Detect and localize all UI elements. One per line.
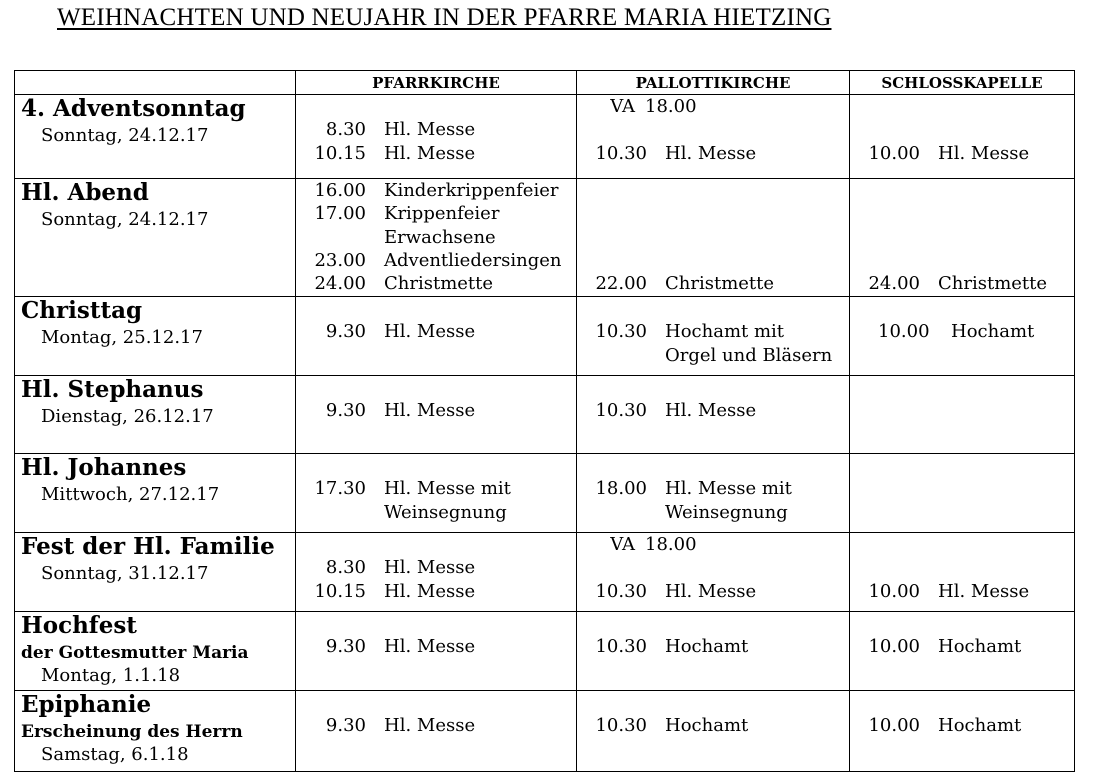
day-cell — [15, 533, 296, 612]
service-label: Hl. Messe — [384, 321, 476, 342]
service-time: 10.00 — [878, 321, 930, 342]
day-date: Sonntag, 31.12.17 — [41, 563, 209, 584]
service-time: 16.00 — [314, 180, 366, 201]
service-time: 9.30 — [325, 636, 366, 657]
service-time: 10.30 — [595, 581, 647, 602]
service-label: Orgel und Bläsern — [665, 345, 833, 366]
service-time: 10.00 — [868, 581, 920, 602]
service-label: Hl. Messe mit — [665, 478, 792, 499]
schloss-cell — [850, 691, 1075, 772]
service-time: 17.00 — [314, 203, 366, 224]
service-label: Hl. Messe — [384, 143, 476, 164]
day-cell — [15, 376, 296, 454]
service-entry — [585, 399, 845, 423]
day-cell — [15, 95, 296, 179]
service-time: 10.30 — [595, 715, 647, 736]
pfarr-cell — [296, 533, 577, 612]
schloss-cell — [850, 95, 1075, 179]
service-label: Hl. Messe — [665, 143, 757, 164]
service-label: Hl. Messe — [384, 581, 476, 602]
day-date: Montag, 1.1.18 — [41, 665, 181, 686]
schedule-row — [15, 179, 1075, 297]
day-name: Hl. Johannes — [21, 454, 187, 481]
header-row — [15, 71, 1075, 95]
day-cell — [15, 179, 296, 297]
service-label: Weinsegnung — [665, 502, 788, 523]
service-label: Hochamt — [938, 715, 1022, 736]
service-time: VA — [610, 96, 635, 117]
schedule-table — [14, 70, 1075, 772]
pallotti-cell — [577, 533, 850, 612]
service-entry — [304, 118, 564, 142]
service-entry — [304, 272, 564, 296]
service-time: 23.00 — [314, 250, 366, 271]
day-name: Hl. Stephanus — [21, 376, 204, 403]
service-time: 10.15 — [314, 143, 366, 164]
day-date: Samstag, 6.1.18 — [41, 744, 189, 765]
day-cell — [15, 691, 296, 772]
pfarr-cell — [296, 95, 577, 179]
service-label: Christmette — [665, 273, 775, 294]
service-label: 18.00 — [645, 534, 697, 555]
service-label: Hochamt — [665, 715, 749, 736]
service-time: 10.00 — [868, 143, 920, 164]
service-label: 18.00 — [645, 96, 697, 117]
service-entry — [858, 635, 1093, 659]
service-label: Hochamt — [951, 321, 1035, 342]
schedule-row — [15, 533, 1075, 612]
service-entry — [304, 320, 564, 344]
day-cell — [15, 612, 296, 691]
pfarr-cell — [296, 376, 577, 454]
service-label: Hochamt — [938, 636, 1022, 657]
day-name: Hochfest — [21, 612, 137, 639]
day-name: 4. Adventsonntag — [21, 95, 246, 122]
pfarr-cell — [296, 297, 577, 376]
service-time: 10.00 — [868, 715, 920, 736]
service-time: 10.00 — [868, 636, 920, 657]
schedule-row — [15, 691, 1075, 772]
schloss-cell — [850, 612, 1075, 691]
service-time: 10.15 — [314, 581, 366, 602]
service-entry — [585, 714, 845, 738]
schedule-row — [15, 297, 1075, 376]
service-label: Hl. Messe — [384, 636, 476, 657]
service-time: 17.30 — [314, 478, 366, 499]
schloss-cell — [850, 376, 1075, 454]
service-entry — [858, 320, 1093, 344]
service-entry — [585, 533, 845, 557]
service-time: 10.30 — [595, 636, 647, 657]
schedule-row — [15, 612, 1075, 691]
service-time: 9.30 — [325, 715, 366, 736]
service-entry — [304, 179, 564, 203]
service-time: 9.30 — [325, 400, 366, 421]
pfarr-cell — [296, 612, 577, 691]
service-entry — [858, 142, 1093, 166]
header-pfarrkirche: PFARRKIRCHE — [296, 71, 577, 95]
service-label: Hl. Messe — [384, 400, 476, 421]
service-label: Hochamt mit — [665, 321, 785, 342]
service-time: 24.00 — [868, 273, 920, 294]
pallotti-cell — [577, 612, 850, 691]
service-entry — [858, 272, 1093, 296]
service-entry — [304, 501, 564, 525]
day-date: Dienstag, 26.12.17 — [41, 406, 214, 427]
schedule-row — [15, 454, 1075, 533]
day-subtitle: der Gottesmutter Maria — [21, 643, 249, 663]
day-date: Sonntag, 24.12.17 — [41, 209, 209, 230]
service-label: Hl. Messe — [665, 581, 757, 602]
service-label: Erwachsene — [384, 227, 496, 248]
day-name: Hl. Abend — [21, 179, 149, 206]
service-label: Hl. Messe — [384, 557, 476, 578]
service-label: Weinsegnung — [384, 502, 507, 523]
pfarr-cell — [296, 179, 577, 297]
pfarr-cell — [296, 454, 577, 533]
day-cell — [15, 297, 296, 376]
service-entry — [585, 580, 845, 604]
header-schlosskapelle: SCHLOSSKAPELLE — [850, 71, 1075, 95]
service-entry — [585, 95, 845, 119]
service-label: Hl. Messe mit — [384, 478, 511, 499]
pallotti-cell — [577, 95, 850, 179]
service-entry — [858, 714, 1093, 738]
schloss-cell — [850, 533, 1075, 612]
header-empty — [15, 71, 296, 95]
service-entry — [585, 272, 845, 296]
service-entry — [585, 320, 845, 344]
day-name: Christtag — [21, 297, 143, 324]
page-title: WEIHNACHTEN UND NEUJAHR IN DER PFARRE MARIA HIETZING — [57, 4, 832, 31]
service-label: Hl. Messe — [384, 119, 476, 140]
service-entry — [585, 477, 845, 501]
service-label: Krippenfeier — [384, 203, 500, 224]
day-date: Montag, 25.12.17 — [41, 327, 203, 348]
service-label: Hl. Messe — [938, 143, 1030, 164]
service-time: 10.30 — [595, 400, 647, 421]
pallotti-cell — [577, 454, 850, 533]
service-time: 22.00 — [595, 273, 647, 294]
schloss-cell — [850, 297, 1075, 376]
day-subtitle: Erscheinung des Herrn — [21, 722, 243, 742]
service-entry — [304, 202, 564, 226]
service-entry — [304, 399, 564, 423]
service-entry — [585, 344, 845, 368]
service-label: Hl. Messe — [384, 715, 476, 736]
pfarr-cell — [296, 691, 577, 772]
service-time: 8.30 — [325, 119, 366, 140]
service-label: Adventliedersingen — [384, 250, 562, 271]
service-label: Hl. Messe — [665, 400, 757, 421]
service-time: 10.30 — [595, 143, 647, 164]
service-entry — [304, 142, 564, 166]
service-entry — [304, 580, 564, 604]
service-label: Christmette — [938, 273, 1048, 294]
service-entry — [304, 477, 564, 501]
service-entry — [304, 635, 564, 659]
day-cell — [15, 454, 296, 533]
schedule-row — [15, 376, 1075, 454]
service-label: Hl. Messe — [938, 581, 1030, 602]
pallotti-cell — [577, 691, 850, 772]
service-entry — [585, 501, 845, 525]
service-label: Kinderkrippenfeier — [384, 180, 559, 201]
service-entry — [858, 580, 1093, 604]
service-entry — [304, 714, 564, 738]
schloss-cell — [850, 179, 1075, 297]
schloss-cell — [850, 454, 1075, 533]
day-name: Fest der Hl. Familie — [21, 533, 275, 560]
service-entry — [585, 635, 845, 659]
service-label: Hochamt — [665, 636, 749, 657]
service-time: 24.00 — [314, 273, 366, 294]
service-time: 9.30 — [325, 321, 366, 342]
service-time: VA — [610, 534, 635, 555]
day-date: Mittwoch, 27.12.17 — [41, 484, 220, 505]
pallotti-cell — [577, 179, 850, 297]
schedule-row — [15, 95, 1075, 179]
service-time: 8.30 — [325, 557, 366, 578]
service-entry — [304, 556, 564, 580]
service-time: 18.00 — [595, 478, 647, 499]
service-entry — [304, 226, 564, 250]
service-entry — [304, 249, 564, 273]
pallotti-cell — [577, 376, 850, 454]
pallotti-cell — [577, 297, 850, 376]
header-pallottikirche: PALLOTTIKIRCHE — [577, 71, 850, 95]
service-label: Christmette — [384, 273, 494, 294]
service-entry — [585, 142, 845, 166]
day-name: Epiphanie — [21, 691, 152, 718]
service-time: 10.30 — [595, 321, 647, 342]
day-date: Sonntag, 24.12.17 — [41, 125, 209, 146]
